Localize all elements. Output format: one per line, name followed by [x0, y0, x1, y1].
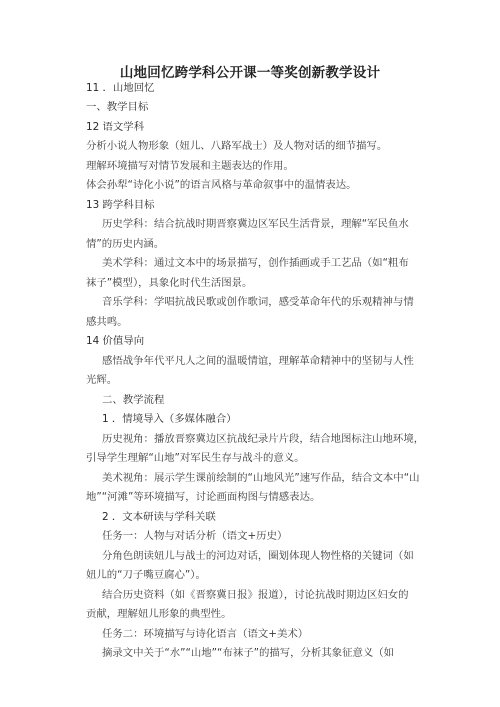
paragraph-line: 地”“河滩”等环境描写，讨论画面构图与情感表达。 — [86, 491, 321, 503]
paragraph-line: 妞儿的“刀子嘴豆腐心”）。 — [86, 569, 206, 581]
step-heading-reading: 2 ．文本研读与学科关联 — [102, 511, 216, 523]
paragraph-line: 贡献，理解妞儿形象的典型性。 — [86, 608, 232, 620]
step-heading-intro: 1 ．情境导入（多媒体融合） — [102, 413, 237, 425]
paragraph-line: 感共鸣。 — [86, 316, 128, 328]
paragraph-line: 历史视角：播放晋察冀边区抗战纪录片片段，结合地图标注山地环境， — [102, 433, 425, 445]
section-heading-lesson: 11 ．山地回忆 — [86, 82, 155, 94]
paragraph-line: 分析小说人物形象（妞儿、八路军战士）及人物对话的细节描写。 — [86, 140, 388, 152]
paragraph-line: 结合历史资料（如《晋察冀日报》报道），讨论抗战时期边区妇女的 — [102, 589, 409, 601]
section-heading-process: 二、教学流程 — [102, 394, 165, 406]
paragraph-line: 美术视角：展示学生课前绘制的“山地风光”速写作品，结合文本中“山 — [102, 472, 420, 484]
subsection-heading-chinese: 12 语文学科 — [86, 121, 145, 133]
paragraph-line: 袜子”模型），具象化时代生活图景。 — [86, 277, 253, 289]
section-heading-objectives: 一、教学目标 — [86, 101, 149, 113]
task-heading-1: 任务一：人物与对话分析（语文+历史） — [102, 530, 288, 542]
paragraph-line: 历史学科：结合抗战时期晋察冀边区军民生活背景，理解“军民鱼水 — [102, 218, 409, 230]
paragraph-line: 美术学科：通过文本中的场景描写，创作插画或手工艺品（如“粗布 — [102, 257, 409, 269]
paragraph-line: 体会孙犁“诗化小说”的语言风格与革命叙事中的温情表达。 — [86, 179, 357, 191]
paragraph-line: 音乐学科：学唱抗战民歌或创作歌词，感受革命年代的乐观精神与情 — [102, 296, 414, 308]
paragraph-line: 感悟战争年代平凡人之间的温暖情谊，理解革命精神中的坚韧与人性 — [102, 355, 414, 367]
paragraph-line: 光辉。 — [86, 374, 118, 386]
paragraph-line: 摘录文中关于“水”“山地”“布袜子”的描写，分析其象征意义（如 — [102, 647, 395, 659]
task-heading-2: 任务二：环境描写与诗化语言（语文+美术） — [102, 628, 309, 640]
subsection-heading-values: 14 价值导向 — [86, 335, 145, 347]
paragraph-line: 理解环境描写对情节发展和主题表达的作用。 — [86, 160, 294, 172]
paragraph-line: 引导学生理解“山地”对军民生存与战斗的意义。 — [86, 452, 305, 464]
document-title: 山地回忆跨学科公开课一等奖创新教学设计 — [119, 65, 381, 81]
paragraph-line: 情”的历史内涵。 — [86, 238, 165, 250]
paragraph-line: 分角色朗读妞儿与战士的河边对话，圈划体现人物性格的关键词（如 — [102, 550, 414, 562]
subsection-heading-cross-discipline: 13 跨学科目标 — [86, 199, 155, 211]
